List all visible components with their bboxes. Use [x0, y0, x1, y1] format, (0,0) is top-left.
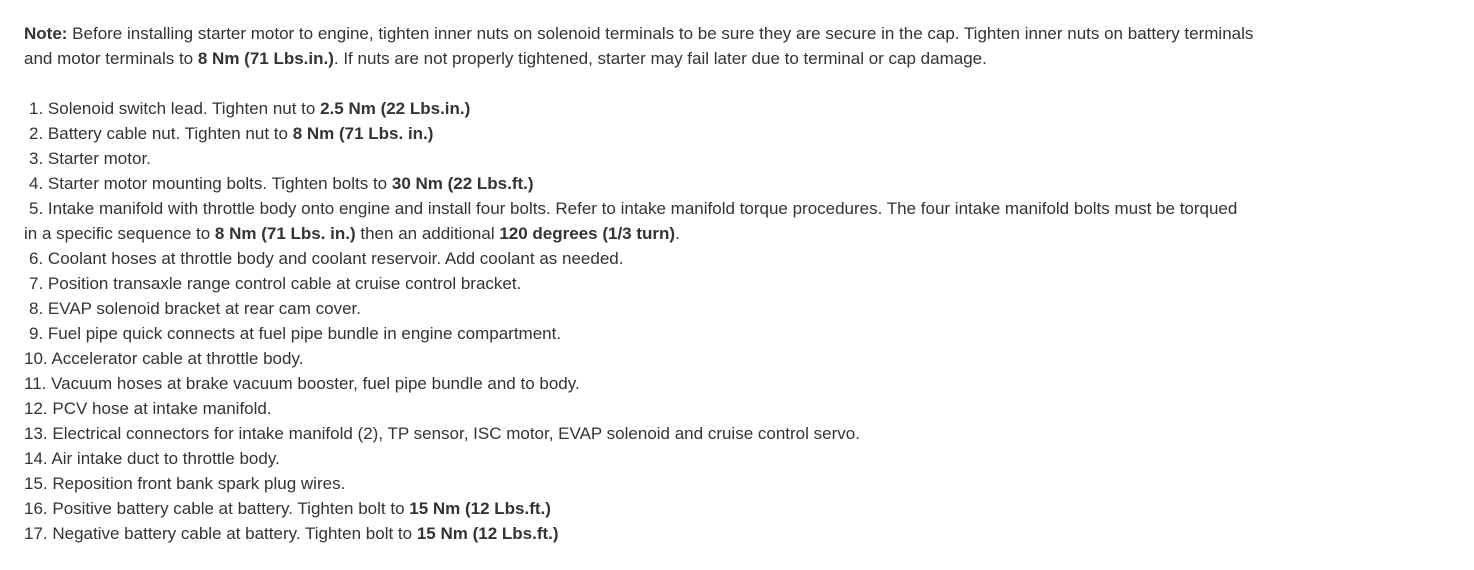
- step-10: [24, 346, 1254, 371]
- step-text: EVAP solenoid bracket at rear cam cover.: [43, 299, 361, 318]
- step-text: Negative battery cable at battery. Tighten bolt to: [47, 524, 417, 543]
- step-text: Fuel pipe quick connects at fuel pipe bundle in engine compartment.: [43, 324, 562, 343]
- step-number: 4.: [29, 174, 44, 193]
- step-number: 5.: [29, 199, 44, 218]
- torque-spec: 15 Nm (12 Lbs.ft.): [416, 524, 559, 543]
- step-text: Position transaxle range control cable at cruise control bracket.: [43, 274, 522, 293]
- step-14: [24, 446, 1254, 471]
- note-paragraph: [24, 21, 1254, 71]
- step-text: Vacuum hoses at brake vacuum booster, fuel pipe bundle and to body.: [46, 374, 580, 393]
- step-text: Solenoid switch lead. Tighten nut to: [43, 99, 321, 118]
- torque-spec: 8 Nm (71 Lbs. in.): [292, 124, 434, 143]
- step-text-end: .: [675, 224, 680, 243]
- step-8: [24, 296, 1254, 321]
- note-text: Before installing starter motor to engine, tighten inner nuts on solenoid terminals to be sure they are secure in the cap. Tighten inner nuts on battery terminals and motor terminals to: [24, 24, 1254, 68]
- note-text-end: . If nuts are not properly tightened, starter may fail later due to terminal or cap damage.: [333, 49, 987, 68]
- step-text: Electrical connectors for intake manifold (2), TP sensor, ISC motor, EVAP solenoid and cruise control servo.: [47, 424, 860, 443]
- instructions-document: [24, 21, 1254, 546]
- step-17: [24, 521, 1254, 546]
- step-number: 2.: [29, 124, 44, 143]
- note-label: Note:: [24, 24, 68, 43]
- step-text: PCV hose at intake manifold.: [47, 399, 272, 418]
- step-4: [24, 171, 1254, 196]
- step-2: [24, 121, 1254, 146]
- note-torque-spec: 8 Nm (71 Lbs.in.): [197, 49, 334, 68]
- step-9: [24, 321, 1254, 346]
- step-number: 17.: [24, 524, 48, 543]
- step-text: Reposition front bank spark plug wires.: [47, 474, 346, 493]
- step-text: Intake manifold with throttle body onto engine and install four bolts. Refer to intake manifold torque procedures. The four intake manifold bolts must be torqued in a specific sequence to: [24, 199, 1238, 243]
- step-5: [24, 196, 1254, 246]
- step-number: 3.: [29, 149, 44, 168]
- step-number: 16.: [24, 499, 48, 518]
- step-text: Positive battery cable at battery. Tighten bolt to: [47, 499, 410, 518]
- torque-spec: 30 Nm (22 Lbs.ft.): [391, 174, 534, 193]
- step-text: Starter motor.: [43, 149, 151, 168]
- step-number: 7.: [29, 274, 44, 293]
- step-number: 9.: [29, 324, 44, 343]
- torque-spec: 8 Nm (71 Lbs. in.): [214, 224, 356, 243]
- step-6: [24, 246, 1254, 271]
- angle-spec: 120 degrees (1/3 turn): [499, 224, 676, 243]
- step-number: 8.: [29, 299, 44, 318]
- step-16: [24, 496, 1254, 521]
- spacer: [24, 71, 1254, 96]
- step-13: [24, 421, 1254, 446]
- step-text-continued: then an additional: [355, 224, 500, 243]
- step-1: [24, 96, 1254, 121]
- step-3: [24, 146, 1254, 171]
- step-number: 6.: [29, 249, 44, 268]
- step-text: Accelerator cable at throttle body.: [47, 349, 304, 368]
- steps-list: [24, 96, 1254, 546]
- step-12: [24, 396, 1254, 421]
- step-number: 12.: [24, 399, 48, 418]
- step-text: Coolant hoses at throttle body and coolant reservoir. Add coolant as needed.: [43, 249, 624, 268]
- step-11: [24, 371, 1254, 396]
- step-number: 15.: [24, 474, 48, 493]
- step-number: 13.: [24, 424, 48, 443]
- step-text: Air intake duct to throttle body.: [47, 449, 280, 468]
- torque-spec: 15 Nm (12 Lbs.ft.): [409, 499, 551, 518]
- step-15: [24, 471, 1254, 496]
- step-text: Starter motor mounting bolts. Tighten bolts to: [43, 174, 392, 193]
- step-number: 1.: [29, 99, 44, 118]
- step-7: [24, 271, 1254, 296]
- step-number: 10.: [24, 349, 48, 368]
- step-text: Battery cable nut. Tighten nut to: [43, 124, 293, 143]
- step-number: 11.: [24, 374, 47, 393]
- torque-spec: 2.5 Nm (22 Lbs.in.): [320, 99, 471, 118]
- step-number: 14.: [24, 449, 48, 468]
